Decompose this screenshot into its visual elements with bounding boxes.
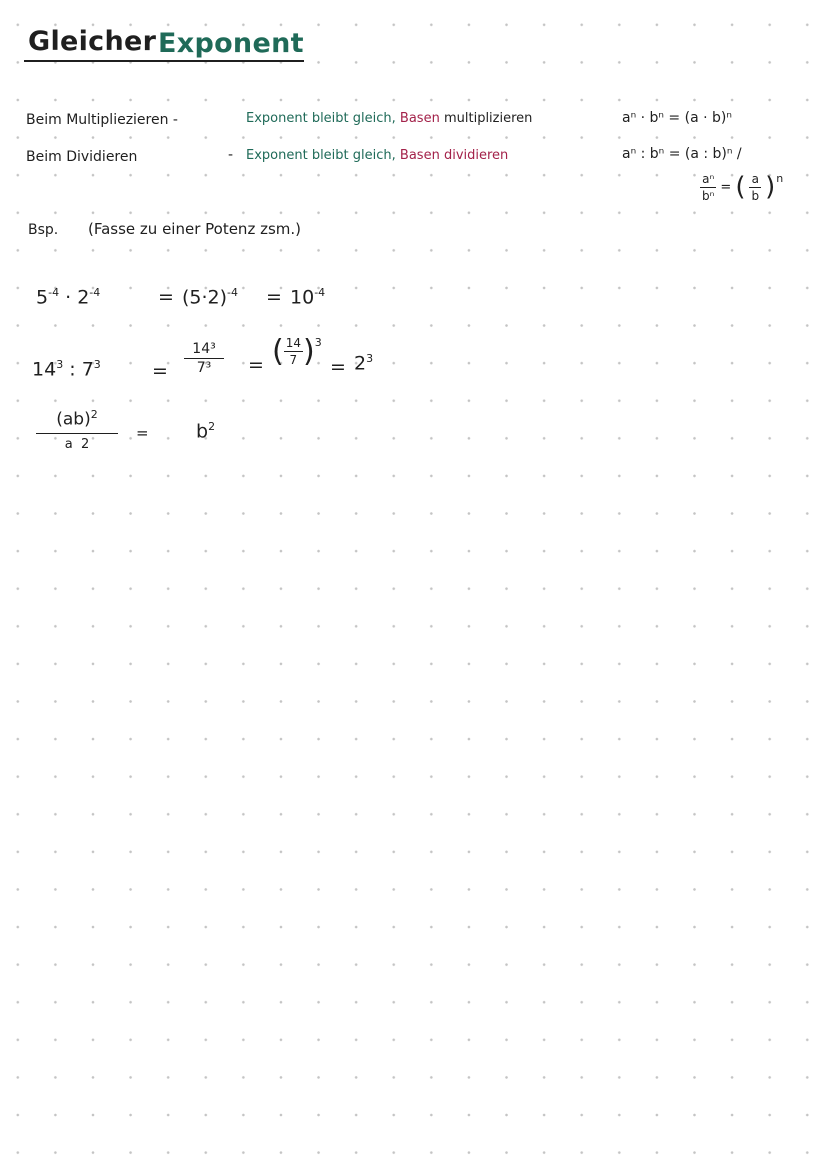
p2-paren-frac: [284, 337, 303, 366]
rule-2-fraction-formula: [700, 172, 783, 202]
rule-2-frac-rhs-den: b: [751, 188, 760, 203]
p1-equals-1: =: [158, 286, 174, 308]
rule-1-label: Beim Multipliezieren -: [26, 112, 178, 128]
p2-fraction: [184, 342, 224, 375]
rule-2-note: [246, 148, 508, 163]
rule-1-formula: aⁿ · bⁿ = (a · b)ⁿ: [622, 110, 732, 126]
rule-2-formula: aⁿ : bⁿ = (a : b)ⁿ /: [622, 146, 742, 162]
rule-2-note-red: Basen dividieren: [399, 148, 509, 163]
fraction-bar: [36, 433, 118, 434]
title-underline: [24, 60, 304, 62]
p2-exp-a: 3: [56, 358, 64, 371]
p2-paren-num: 14: [285, 336, 301, 350]
p2-operator: :: [69, 358, 76, 381]
p3-num-exp: 2: [90, 408, 98, 421]
p3-denominator: [65, 437, 90, 452]
problem-2: [32, 358, 101, 380]
p3-numerator: [56, 408, 97, 430]
p2-equals-2: =: [248, 354, 264, 376]
p2-result: [354, 352, 373, 374]
rule-2-frac-exp: n: [776, 172, 784, 185]
rule-2-frac-lhs-num: aⁿ: [702, 171, 715, 186]
p3-result-base: b: [196, 420, 209, 443]
p2-frac: [184, 342, 224, 375]
rule-1-note: [246, 111, 532, 126]
p1-middle: [182, 286, 238, 308]
rule-2-frac-eq: =: [720, 179, 732, 195]
p3-result: [196, 420, 215, 442]
rule-1-note-rest: multiplizieren: [443, 111, 533, 126]
p2-base-a: 14: [32, 358, 57, 381]
rule-1-note-red: Basen: [399, 111, 440, 126]
close-paren: ): [765, 172, 776, 202]
title-word-2: Exponent: [158, 28, 304, 59]
p1-operator: ·: [65, 286, 72, 309]
p1-equals-2: =: [266, 286, 282, 308]
p1-exp-a: -4: [48, 286, 60, 299]
fraction-bar: [284, 351, 303, 352]
problem-1: [36, 286, 100, 308]
p3-den-exp: 2: [80, 436, 90, 452]
fraction-bar: [184, 358, 224, 359]
p1-mid-exp: -4: [227, 286, 239, 299]
rule-2-frac-rhs: [749, 173, 761, 202]
p1-base-a: 5: [36, 286, 49, 309]
p1-mid-base: (5·2): [182, 286, 228, 309]
p2-paren-fraction: [272, 334, 322, 369]
p2-result-exp: 3: [366, 352, 374, 365]
open-paren: (: [272, 334, 284, 369]
p3-num-base: (ab): [56, 409, 91, 430]
rule-1-note-green: Exponent bleibt gleich,: [246, 111, 396, 126]
p3-result-exp: 2: [208, 420, 216, 433]
p2-equals-3: =: [330, 356, 346, 378]
p2-equals-1: =: [152, 360, 168, 382]
p1-exp-b: -4: [89, 286, 101, 299]
rule-2-dash: -: [228, 147, 234, 163]
close-paren: ): [303, 334, 315, 369]
p2-result-base: 2: [354, 352, 367, 375]
title-word-1: Gleicher: [28, 26, 157, 57]
rule-2-frac-lhs-den: bⁿ: [702, 188, 715, 203]
rule-2-frac-lhs: [700, 173, 716, 202]
example-instruction: (Fasse zu einer Potenz zsm.): [88, 220, 302, 238]
problem-3-fraction: [36, 408, 118, 452]
p3-den-base: a: [64, 436, 73, 452]
fraction-bar: [700, 187, 716, 188]
p2-exp-b: 3: [93, 358, 101, 371]
p1-base-b: 2: [77, 286, 90, 309]
p2-base-b: 7: [81, 358, 94, 381]
fraction-bar: [749, 187, 761, 188]
p2-paren-exp: 3: [314, 336, 322, 349]
open-paren: (: [735, 172, 746, 202]
rule-2-label: Beim Dividieren: [26, 149, 138, 165]
rule-2-note-green: Exponent bleibt gleich,: [246, 148, 396, 163]
p2-paren-den: 7: [289, 353, 298, 367]
p3-equals: =: [136, 424, 149, 442]
p1-result: [290, 286, 325, 308]
p1-result-exp: -4: [314, 286, 326, 299]
example-label: Bsp.: [28, 222, 59, 238]
p2-frac-den: 7³: [196, 360, 212, 376]
p1-result-base: 10: [290, 286, 315, 309]
p2-frac-num: 14³: [192, 341, 216, 357]
rule-2-frac-rhs-num: a: [751, 171, 759, 186]
